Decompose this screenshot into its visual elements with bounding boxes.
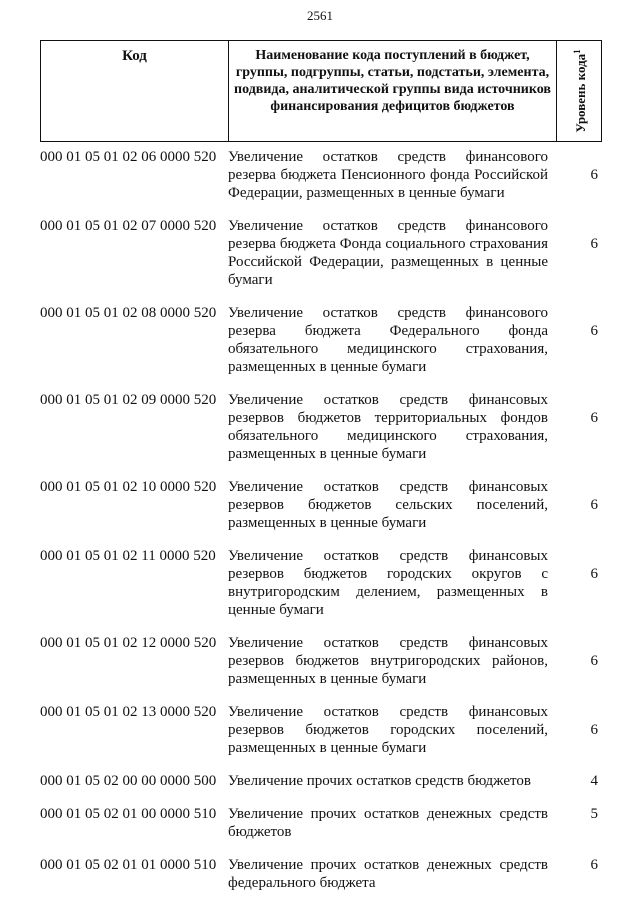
header-level-footnote: 1 <box>571 49 582 54</box>
row-description: Увеличение остатков средств финансовых резервов бюджетов городских поселений, размещенных в ценные бумаги <box>228 704 548 756</box>
row-code: 000 01 05 01 02 09 0000 520 <box>40 392 217 408</box>
row-level: 4 <box>590 773 598 789</box>
header-name: Наименование кода поступлений в бюджет, группы, подгруппы, статьи, подстатьи, элемента, подвида, аналитической группы вида источников финансирования дефицитов бюджетов <box>229 41 557 141</box>
row-description: Увеличение остатков средств финансовых резервов бюджетов внутригородских районов, размещенных в ценные бумаги <box>228 635 548 687</box>
row-code: 000 01 05 02 01 01 0000 510 <box>40 857 217 873</box>
row-level: 5 <box>590 806 598 822</box>
table-row <box>40 391 602 463</box>
table-row <box>40 547 602 619</box>
row-description: Увеличение прочих остатков денежных средств федерального бюджета <box>228 857 548 891</box>
row-code: 000 01 05 01 02 13 0000 520 <box>40 704 217 720</box>
row-description: Увеличение остатков средств финансовых резервов бюджетов территориальных фондов обязательного медицинского страхования, размещенных в ценные бумаги <box>228 392 548 462</box>
row-description: Увеличение прочих остатков средств бюджетов <box>228 773 531 789</box>
table-row <box>40 148 602 202</box>
row-code: 000 01 05 02 01 00 0000 510 <box>40 806 217 822</box>
header-level-label <box>570 49 588 132</box>
table-row <box>40 478 602 532</box>
table-row <box>40 805 602 841</box>
header-level <box>557 41 601 141</box>
table-row <box>40 634 602 688</box>
table-row <box>40 772 602 790</box>
header-code: Код <box>41 41 229 141</box>
row-code: 000 01 05 02 00 00 0000 500 <box>40 773 217 789</box>
row-level: 6 <box>590 722 598 738</box>
row-description: Увеличение прочих остатков денежных средств бюджетов <box>228 806 548 840</box>
row-description: Увеличение остатков средств финансового резерва бюджета Федерального фонда обязательного медицинского страхования, размещенных в ценные бумаги <box>228 305 548 375</box>
row-level: 6 <box>590 323 598 339</box>
row-level: 6 <box>590 236 598 252</box>
row-code: 000 01 05 01 02 06 0000 520 <box>40 149 217 165</box>
row-level: 6 <box>590 566 598 582</box>
header-level-text: Уровень кода <box>573 53 589 133</box>
row-level: 6 <box>590 167 598 183</box>
table-row <box>40 217 602 289</box>
row-code: 000 01 05 01 02 11 0000 520 <box>40 548 216 564</box>
table-body <box>40 148 602 907</box>
table-row <box>40 304 602 376</box>
row-level: 6 <box>590 857 598 873</box>
row-code: 000 01 05 01 02 07 0000 520 <box>40 218 217 234</box>
row-code: 000 01 05 01 02 12 0000 520 <box>40 635 217 651</box>
row-level: 6 <box>590 653 598 669</box>
row-description: Увеличение остатков средств финансового резерва бюджета Пенсионного фонда Российской Федерации, размещенных в ценные бумаги <box>228 149 548 201</box>
table-row <box>40 703 602 757</box>
row-description: Увеличение остатков средств финансовых резервов бюджетов городских округов с внутригородским делением, размещенных в ценные бумаги <box>228 548 548 618</box>
row-description: Увеличение остатков средств финансовых резервов бюджетов сельских поселений, размещенных в ценные бумаги <box>228 479 548 531</box>
table-header <box>40 40 602 142</box>
row-code: 000 01 05 01 02 10 0000 520 <box>40 479 217 495</box>
row-description: Увеличение остатков средств финансового резерва бюджета Фонда социального страхования Российской Федерации, размещенных в ценные бумаги <box>228 218 548 288</box>
row-level: 6 <box>590 410 598 426</box>
table-row <box>40 856 602 892</box>
row-level: 6 <box>590 497 598 513</box>
row-code: 000 01 05 01 02 08 0000 520 <box>40 305 217 321</box>
page-number: 2561 <box>307 8 333 23</box>
